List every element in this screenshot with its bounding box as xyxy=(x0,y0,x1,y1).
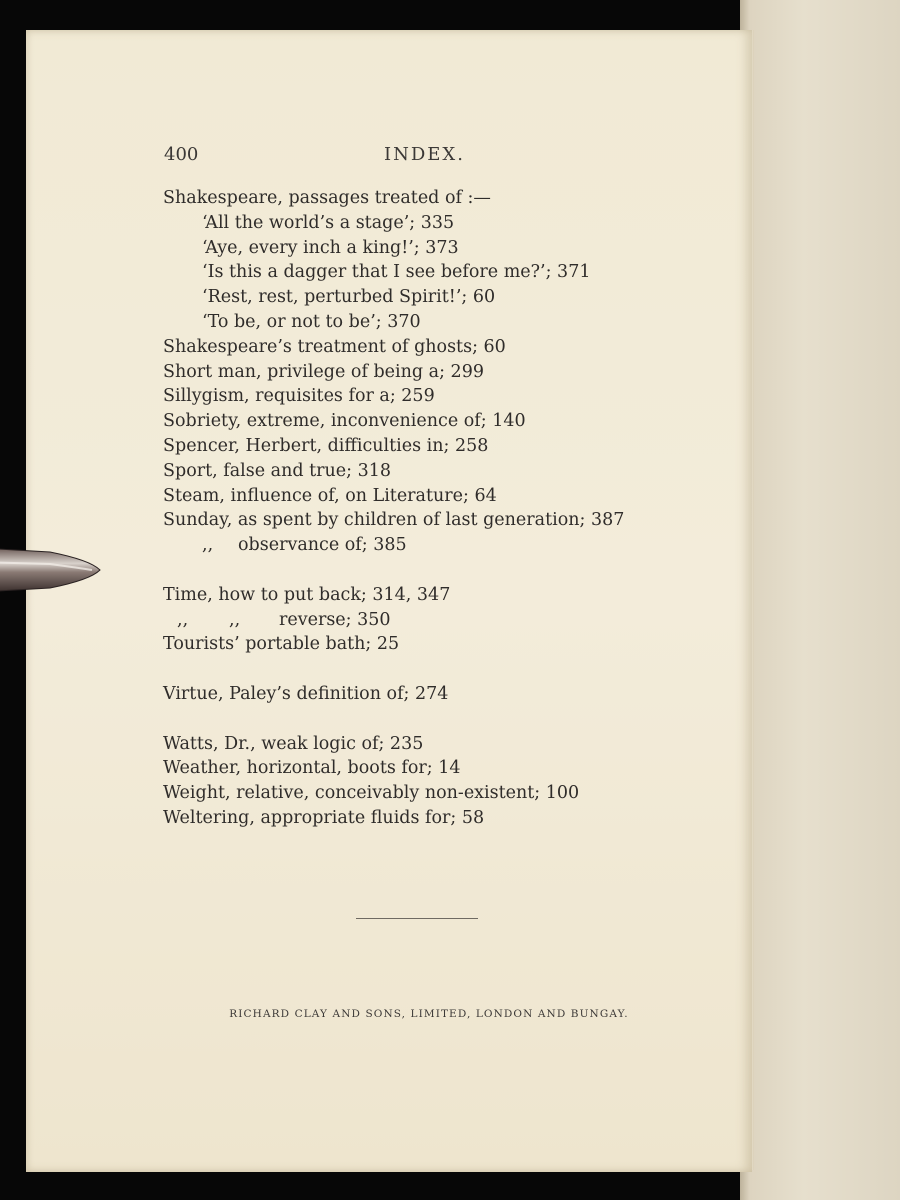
index-entry: Sillygism, requisites for a; 259 xyxy=(163,386,435,407)
index-entry: Sunday, as spent by children of last generation; 387 xyxy=(163,510,625,531)
index-subentry-text: observance of; 385 xyxy=(238,535,407,556)
book-page xyxy=(26,30,752,1172)
page-marker-pointer xyxy=(0,542,102,594)
index-subentry: ‘Rest, rest, perturbed Spirit!’; 60 xyxy=(202,287,496,308)
index-subentry xyxy=(163,533,743,558)
letter-gap xyxy=(163,558,743,583)
index-subentry: ‘Aye, every inch a king!’; 373 xyxy=(202,237,459,258)
index-entry: Steam, influence of, on Literature; 64 xyxy=(163,485,497,506)
page-title: INDEX. xyxy=(384,144,465,165)
index-entry: Shakespeare, passages treated of :— xyxy=(163,188,491,208)
index-subentry-text: reverse; 350 xyxy=(279,609,391,630)
ditto-mark: ,, xyxy=(229,609,241,630)
index-subentry xyxy=(163,608,743,633)
index-entry: Shakespeare’s treatment of ghosts; 60 xyxy=(163,336,506,357)
index-entry: Sobriety, extreme, inconvenience of; 140 xyxy=(163,411,526,432)
letter-gap xyxy=(163,657,743,682)
index-entry: Virtue, Paley’s definition of; 274 xyxy=(163,683,449,704)
index-entry: Tourists’ portable bath; 25 xyxy=(163,634,400,655)
index-entry: Watts, Dr., weak logic of; 235 xyxy=(163,733,424,754)
closing-rule xyxy=(356,918,478,919)
index-entries xyxy=(163,186,743,831)
index-entry: Time, how to put back; 314, 347 xyxy=(163,584,451,605)
index-subentry: ‘To be, or not to be’; 370 xyxy=(202,311,421,332)
index-entry: Spencer, Herbert, difficulties in; 258 xyxy=(163,435,489,456)
letter-gap xyxy=(163,707,743,732)
index-entry: Sport, false and true; 318 xyxy=(163,460,392,481)
index-subentry: ‘Is this a dagger that I see before me?’; 371 xyxy=(202,262,591,283)
ditto-mark: ,, xyxy=(177,609,189,630)
facing-page xyxy=(740,0,900,1200)
index-subentry: ‘All the world’s a stage’; 335 xyxy=(202,212,455,233)
page-number: 400 xyxy=(164,144,199,165)
index-entry: Weight, relative, conceivably non-existent; 100 xyxy=(163,783,580,804)
index-entry: Weltering, appropriate fluids for; 58 xyxy=(163,807,485,828)
running-head xyxy=(164,144,624,168)
ditto-mark: ,, xyxy=(202,535,214,556)
printer-colophon: RICHARD CLAY AND SONS, LIMITED, LONDON AND BUNGAY. xyxy=(229,1008,629,1020)
index-entry: Weather, horizontal, boots for; 14 xyxy=(163,758,461,779)
index-entry: Short man, privilege of being a; 299 xyxy=(163,361,484,382)
